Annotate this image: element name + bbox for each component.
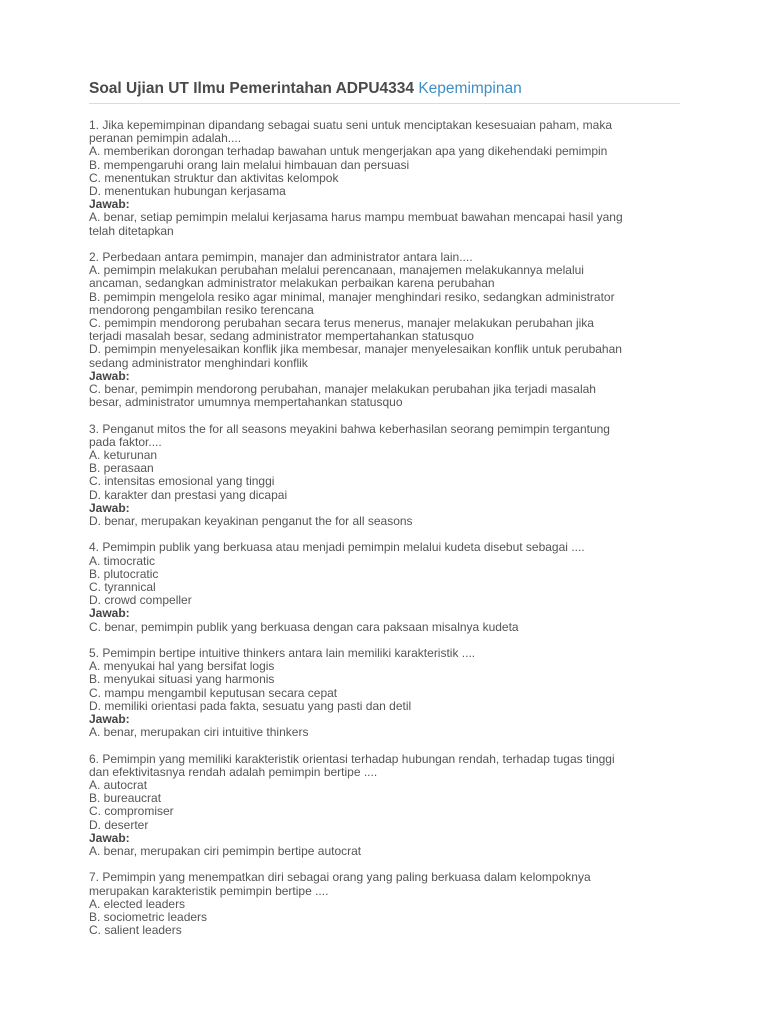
answer-option: C. mampu mengambil keputusan secara cepat <box>89 685 338 700</box>
question-text: 6. Pemimpin yang memiliki karakteristik orientasi terhadap hubungan rendah, terhadap tugas tinggi dan efektivitasnya rendah adalah pemimpin bertipe .... <box>89 751 615 779</box>
answer-option: D. crowd compeller <box>89 593 192 608</box>
answer-explanation: C. benar, pemimpin publik yang berkuasa dengan cara paksaan misalnya kudeta <box>89 619 519 634</box>
answer-option: A. pemimpin melakukan perubahan melalui perencanaan, manajemen melakukannya melalui ancaman, sedangkan administrator melakukan perbaikan karena perubahan <box>89 263 584 291</box>
document-title <box>89 78 689 100</box>
answer-explanation: C. benar, pemimpin mendorong perubahan, manajer melakukan perubahan jika terjadi masalah besar, administrator umumnya mempertahankan statusquo <box>89 382 596 410</box>
answer-option: B. menyukai situasi yang harmonis <box>89 672 275 687</box>
answer-option: D. karakter dan prestasi yang dicapai <box>89 487 288 502</box>
question-block <box>89 119 689 238</box>
question-list <box>89 119 689 938</box>
question-block <box>89 753 689 859</box>
document-page <box>89 78 689 951</box>
answer-option: C. menentukan struktur dan aktivitas kelompok <box>89 170 339 185</box>
question-text: 3. Penganut mitos the for all seasons meyakini bahwa keberhasilan seorang pemimpin tergantung pada faktor.... <box>89 421 610 449</box>
answer-option: B. bureaucrat <box>89 791 162 806</box>
question-block <box>89 423 689 529</box>
answer-option: D. deserter <box>89 817 149 832</box>
title-category-link[interactable]: Kepemimpinan <box>418 80 522 97</box>
question-block <box>89 541 689 633</box>
answer-option: B. mempengaruhi orang lain melalui himbauan dan persuasi <box>89 157 410 172</box>
answer-option: A. elected leaders <box>89 896 186 911</box>
answer-option: C. pemimpin mendorong perubahan secara terus menerus, manajer melakukan perubahan jika terjadi masalah besar, sedang administrator mempertahankan statusquo <box>89 316 594 344</box>
answer-explanation: A. benar, setiap pemimpin melalui kerjasama harus mampu membuat bawahan mencapai hasil yang telah ditetapkan <box>89 210 623 238</box>
question-block <box>89 251 689 409</box>
answer-explanation: A. benar, merupakan ciri pemimpin bertipe autocrat <box>89 844 362 859</box>
title-divider <box>89 103 680 104</box>
answer-option: B. perasaan <box>89 461 154 476</box>
answer-option: B. plutocratic <box>89 566 159 581</box>
answer-label: Jawab: <box>89 606 130 621</box>
question-text: 5. Pemimpin bertipe intuitive thinkers antara lain memiliki karakteristik .... <box>89 646 476 661</box>
answer-option: C. salient leaders <box>89 923 182 938</box>
answer-option: A. menyukai hal yang bersifat logis <box>89 659 275 674</box>
answer-option: A. memberikan dorongan terhadap bawahan untuk mengerjakan apa yang dikehendaki pemimpin <box>89 144 608 159</box>
answer-label: Jawab: <box>89 368 130 383</box>
answer-explanation: D. benar, merupakan keyakinan penganut the for all seasons <box>89 514 413 529</box>
answer-option: D. memiliki orientasi pada fakta, sesuatu yang pasti dan detil <box>89 698 412 713</box>
question-text: 1. Jika kepemimpinan dipandang sebagai suatu seni untuk menciptakan kesesuaian paham, maka peranan pemimpin adalah.... <box>89 118 612 146</box>
answer-option: B. sociometric leaders <box>89 910 208 925</box>
answer-label: Jawab: <box>89 500 130 515</box>
question-text: 7. Pemimpin yang menempatkan diri sebagai orang yang paling berkuasa dalam kelompoknya merupakan karakteristik pemimpin bertipe .... <box>89 870 591 898</box>
answer-option: C. intensitas emosional yang tinggi <box>89 474 275 489</box>
question-block <box>89 871 689 937</box>
question-text: 2. Perbedaan antara pemimpin, manajer dan administrator antara lain.... <box>89 250 473 265</box>
question-block <box>89 647 689 739</box>
answer-option: A. timocratic <box>89 553 156 568</box>
answer-label: Jawab: <box>89 830 130 845</box>
answer-label: Jawab: <box>89 712 130 727</box>
answer-option: D. menentukan hubungan kerjasama <box>89 184 286 199</box>
question-text: 4. Pemimpin publik yang berkuasa atau menjadi pemimpin melalui kudeta disebut sebagai .... <box>89 540 585 555</box>
answer-option: D. pemimpin menyelesaikan konflik jika membesar, manajer menyelesaikan konflik untuk perubahan sedang administrator menghindari konflik <box>89 342 622 370</box>
answer-explanation: A. benar, merupakan ciri intuitive thinkers <box>89 725 309 740</box>
answer-option: A. autocrat <box>89 778 148 793</box>
answer-option: C. compromiser <box>89 804 174 819</box>
answer-option: A. keturunan <box>89 448 158 463</box>
answer-option: B. pemimpin mengelola resiko agar minimal, manajer menghindari resiko, sedangkan administrator mendorong pengambilan resiko terencana <box>89 289 615 317</box>
title-main: Soal Ujian UT Ilmu Pemerintahan ADPU4334 <box>89 80 415 97</box>
answer-option: C. tyrannical <box>89 580 156 595</box>
answer-label: Jawab: <box>89 197 130 212</box>
